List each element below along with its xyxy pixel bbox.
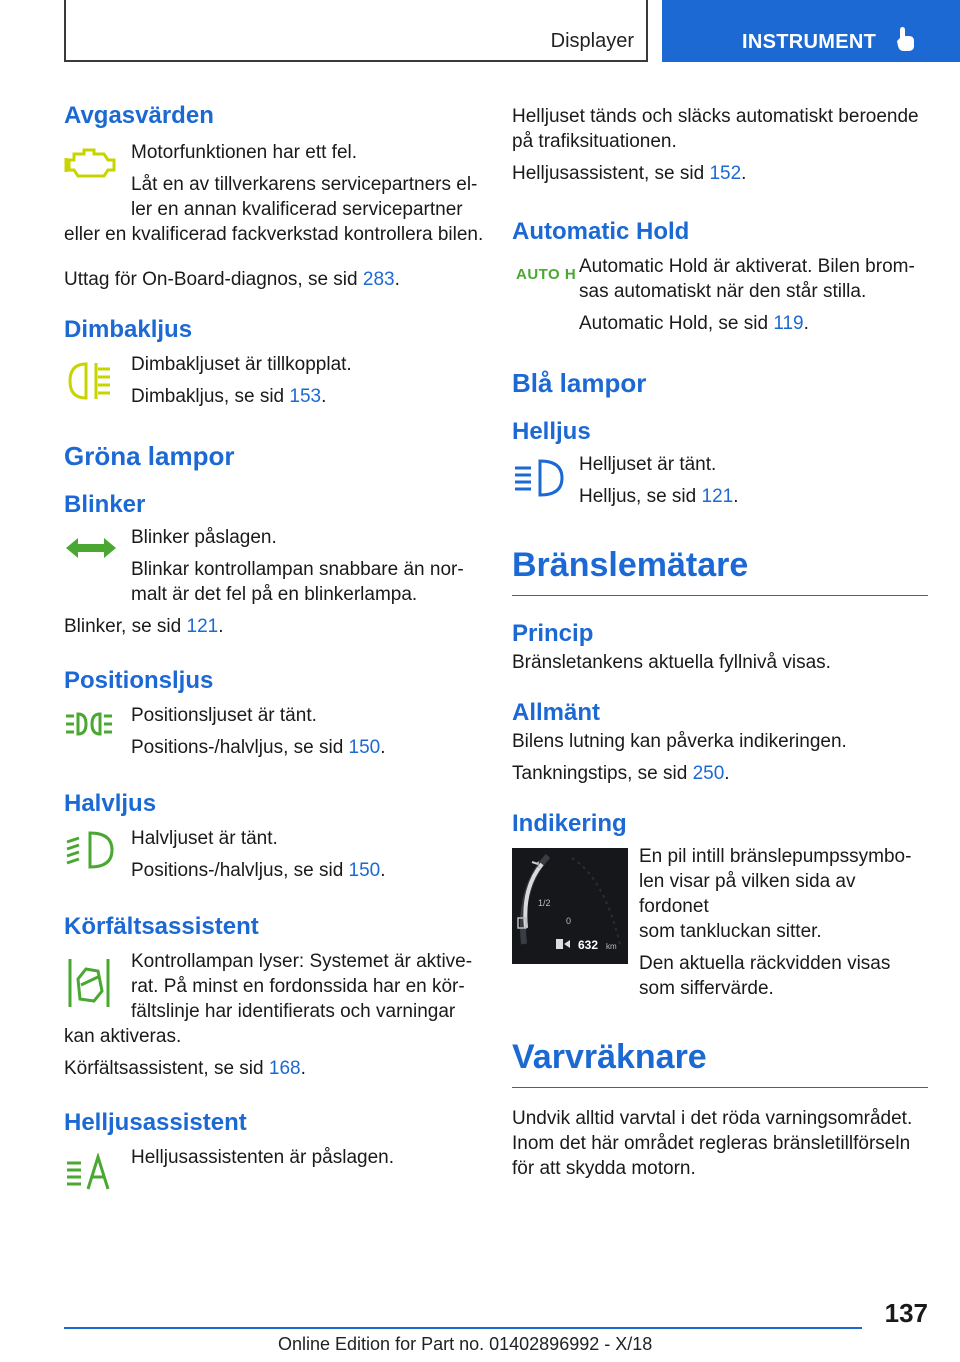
gauge-zero-label: 0 xyxy=(566,916,572,926)
indikering-text-2b: som siffervärde. xyxy=(639,978,774,999)
gauge-half-label: 1/2 xyxy=(538,898,551,908)
indikering-text-1c: som tankluckan sitter. xyxy=(639,921,822,942)
heading-bla-lampor: Blå lampor xyxy=(512,368,647,398)
allmant-text-1: Bilens lutning kan påverka indikeringen. xyxy=(512,731,847,752)
section-tab[interactable] xyxy=(64,0,648,62)
halv-text-1: Halvljuset är tänt. xyxy=(131,828,278,849)
heading-positionsljus: Positionsljus xyxy=(64,667,214,694)
heading-indikering: Indikering xyxy=(512,810,627,837)
intro-text-1b: på trafiksituationen. xyxy=(512,131,677,152)
position-ref: Positions-/halvljus, se sid 150. xyxy=(131,737,386,758)
footer-edition: Online Edition for Part no. 01402896992 - X/18 xyxy=(278,1334,653,1354)
autohold-text-1a: Automatic Hold är aktiverat. Bilen brom- xyxy=(579,256,915,277)
korfalt-text-1d: kan aktiveras. xyxy=(64,1026,182,1047)
turn-signal-icon xyxy=(64,535,118,561)
entry-halv xyxy=(64,826,484,883)
avgas-text-2b: ler en annan kvalificerad servicepartner xyxy=(131,199,463,220)
dimbak-text-1: Dimbakljuset är tillkopplat. xyxy=(131,354,352,375)
heading-helljusassistent: Helljusassistent xyxy=(64,1109,247,1136)
section-tab-label: Displayer xyxy=(550,30,634,52)
autohold-ref: Automatic Hold, se sid 119. xyxy=(579,313,809,334)
fuel-gauge-image xyxy=(512,848,628,964)
chapter-tab-label: INSTRUMENT xyxy=(742,31,877,53)
heading-helljus: Helljus xyxy=(512,418,591,445)
varv-text-1c: för att skydda motorn. xyxy=(512,1158,696,1179)
korfalt-text-1a: Kontrollampan lyser: Systemet är aktive- xyxy=(131,951,473,972)
gauge-range-value: 632 xyxy=(578,938,599,952)
heading-princip: Princip xyxy=(512,620,594,647)
page-link-121b[interactable]: 121 xyxy=(701,486,734,507)
avgas-text-1: Motorfunktionen har ett fel. xyxy=(131,142,358,163)
entry-avgas xyxy=(64,140,484,222)
page-link-168[interactable]: 168 xyxy=(268,1058,301,1079)
fuel-gauge-graphic xyxy=(512,848,628,964)
check-engine-icon xyxy=(64,144,120,180)
indikering-text-1a: En pil intill bränslepumpssymbo- xyxy=(639,846,912,867)
entry-autohold xyxy=(512,254,928,336)
dimbak-ref: Dimbakljus, se sid 153. xyxy=(131,386,327,407)
avgas-text-2c: eller en kvalificerad fackverkstad kontrollera bilen. xyxy=(64,224,484,245)
heading-varvraknare: Varvräknare xyxy=(512,1035,928,1088)
heading-dimbakljus: Dimbakljus xyxy=(64,316,193,343)
page-link-150[interactable]: 150 xyxy=(348,737,381,758)
halv-ref: Positions-/halvljus, se sid 150. xyxy=(131,860,386,881)
heading-branslematare: Bränslemätare xyxy=(512,543,928,596)
chapter-tab[interactable] xyxy=(662,0,960,62)
svg-text:1: 1 xyxy=(536,860,542,870)
entry-helljus xyxy=(512,452,928,509)
intro-ref: Helljusassistent, se sid 152. xyxy=(512,163,747,184)
page-link-250[interactable]: 250 xyxy=(692,763,725,784)
blinker-text-1: Blinker påslagen. xyxy=(131,527,277,548)
low-beam-icon xyxy=(64,830,116,870)
heading-blinker: Blinker xyxy=(64,491,146,518)
heading-allmant: Allmänt xyxy=(512,699,601,726)
heading-avgasvarden: Avgasvärden xyxy=(64,102,214,129)
page-link-150b[interactable]: 150 xyxy=(348,860,381,881)
heading-korfaltsassistent: Körfältsassistent xyxy=(64,913,259,940)
autohold-text-1b: sas automatiskt när den står stilla. xyxy=(579,281,867,302)
indikering-text-2a: Den aktuella räckvidden visas xyxy=(639,953,891,974)
avgas-ref: Uttag för On-Board-diagnos, se sid 283. xyxy=(64,269,400,290)
page-number: 137 xyxy=(884,1298,928,1328)
varv-text-1b: Inom det här området regleras bränsletillförseln xyxy=(512,1133,911,1154)
entry-indikering xyxy=(512,844,928,1001)
footer-divider xyxy=(64,1327,862,1329)
position-text-1: Positionsljuset är tänt. xyxy=(131,705,317,726)
allmant-ref: Tankningstips, se sid 250. xyxy=(512,763,730,784)
korfalt-text-1c: fältslinje har identifierats och varningar xyxy=(131,1001,456,1022)
entry-helljusassist xyxy=(64,1145,484,1195)
intro-text-1a: Helljuset tänds och släcks automatiskt beroende xyxy=(512,106,919,127)
helljus-text-1: Helljuset är tänt. xyxy=(579,454,717,475)
right-column xyxy=(512,100,928,1181)
position-light-icon xyxy=(64,711,114,737)
left-column xyxy=(64,100,484,1195)
blinker-ref: Blinker, se sid 121. xyxy=(64,616,224,637)
rear-fog-light-icon xyxy=(64,360,114,402)
page-link-153[interactable]: 153 xyxy=(289,386,322,407)
page-link-152[interactable]: 152 xyxy=(709,163,742,184)
auto-hold-icon: AUTO H xyxy=(516,266,577,283)
entry-korfalt xyxy=(64,949,484,1024)
varv-text-1a: Undvik alltid varvtal i det röda varningsområdet. xyxy=(512,1108,913,1129)
heading-grona-lampor: Gröna lampor xyxy=(64,441,235,471)
entry-position xyxy=(64,703,484,760)
princip-text-1: Bränsletankens aktuella fyllnivå visas. xyxy=(512,652,831,673)
heading-halvljus: Halvljus xyxy=(64,790,157,817)
lane-assist-icon xyxy=(64,955,114,1009)
indikering-text-1b: len visar på vilken sida av fordonet xyxy=(639,871,856,917)
high-beam-assist-icon xyxy=(64,1153,116,1193)
entry-dimbak xyxy=(64,352,484,409)
avgas-text-2a: Låt en av tillverkarens servicepartners el- xyxy=(131,174,478,195)
blinker-text-2a: Blinkar kontrollampan snabbare än nor- xyxy=(131,559,464,580)
pointing-hand-icon xyxy=(896,26,918,52)
page-link-121[interactable]: 121 xyxy=(186,616,219,637)
entry-blinker xyxy=(64,525,484,607)
helljus-ref: Helljus, se sid 121. xyxy=(579,486,739,507)
korfalt-ref: Körfältsassistent, se sid 168. xyxy=(64,1058,306,1079)
page-link-283[interactable]: 283 xyxy=(362,269,395,290)
blinker-text-2b: malt är det fel på en blinkerlampa. xyxy=(131,584,418,605)
high-beam-icon xyxy=(512,458,566,498)
helljusassist-text-1: Helljusassistenten är påslagen. xyxy=(131,1147,394,1168)
page-link-119[interactable]: 119 xyxy=(773,313,804,334)
korfalt-text-1b: rat. På minst en fordonssida har en kör- xyxy=(131,976,465,997)
gauge-range-unit: km xyxy=(606,942,617,951)
heading-automatic-hold: Automatic Hold xyxy=(512,218,690,245)
